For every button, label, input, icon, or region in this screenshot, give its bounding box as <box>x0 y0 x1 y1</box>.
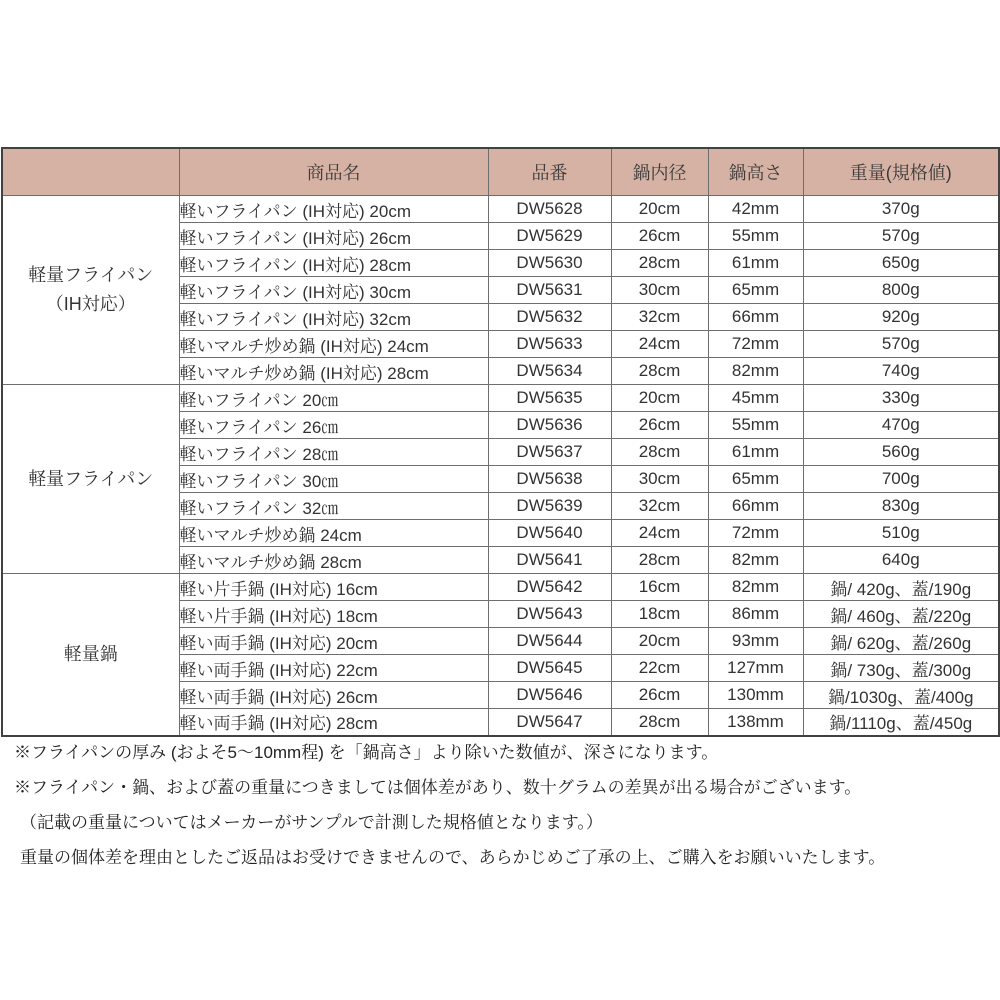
pot-inner-diameter-cell: 20cm <box>611 196 708 223</box>
pot-height-cell: 72mm <box>708 331 803 358</box>
pot-height-cell: 66mm <box>708 493 803 520</box>
pot-inner-diameter-cell: 28cm <box>611 547 708 574</box>
pot-inner-diameter-cell: 28cm <box>611 358 708 385</box>
weight-cell: 560g <box>803 439 999 466</box>
group-label-line: 軽量フライパン <box>28 468 154 489</box>
part-number-cell: DW5634 <box>488 358 611 385</box>
weight-cell: 510g <box>803 520 999 547</box>
weight-cell: 鍋/ 730g、蓋/300g <box>803 655 999 682</box>
table-row <box>2 196 999 223</box>
weight-cell: 570g <box>803 223 999 250</box>
part-number-cell: DW5629 <box>488 223 611 250</box>
weight-cell: 370g <box>803 196 999 223</box>
pot-inner-diameter-cell: 24cm <box>611 331 708 358</box>
header-category <box>2 148 179 196</box>
pot-height-cell: 93mm <box>708 628 803 655</box>
pot-inner-diameter-cell: 26cm <box>611 223 708 250</box>
pot-height-cell: 82mm <box>708 547 803 574</box>
product-name-cell: 軽い片手鍋 (IH対応) 18cm <box>179 601 488 628</box>
pot-inner-diameter-cell: 32cm <box>611 304 708 331</box>
pot-inner-diameter-cell: 26cm <box>611 682 708 709</box>
pot-height-cell: 127mm <box>708 655 803 682</box>
part-number-cell: DW5638 <box>488 466 611 493</box>
part-number-cell: DW5646 <box>488 682 611 709</box>
pot-height-cell: 130mm <box>708 682 803 709</box>
product-name-cell: 軽い両手鍋 (IH対応) 26cm <box>179 682 488 709</box>
footnote-line: （記載の重量についてはメーカーがサンプルで計測した規格値となります。） <box>20 813 603 832</box>
group-label-line: 軽量鍋 <box>63 643 118 664</box>
pot-inner-diameter-cell: 28cm <box>611 439 708 466</box>
footnote-line: ※フライパン・鍋、および蓋の重量につきましては個体差があり、数十グラムの差異が出る場合がございます。 <box>14 778 862 797</box>
header-part-number: 品番 <box>488 148 611 196</box>
pot-inner-diameter-cell: 22cm <box>611 655 708 682</box>
part-number-cell: DW5642 <box>488 574 611 601</box>
pot-inner-diameter-cell: 30cm <box>611 277 708 304</box>
weight-cell: 鍋/ 460g、蓋/220g <box>803 601 999 628</box>
product-name-cell: 軽いフライパン 20㎝ <box>179 385 488 412</box>
pot-inner-diameter-cell: 28cm <box>611 709 708 736</box>
part-number-cell: DW5644 <box>488 628 611 655</box>
product-name-cell: 軽いフライパン (IH対応) 30cm <box>179 277 488 304</box>
pot-height-cell: 61mm <box>708 250 803 277</box>
pot-height-cell: 72mm <box>708 520 803 547</box>
pot-height-cell: 45mm <box>708 385 803 412</box>
part-number-cell: DW5633 <box>488 331 611 358</box>
group-label-line: （IH対応） <box>45 294 136 314</box>
part-number-cell: DW5643 <box>488 601 611 628</box>
product-name-cell: 軽いフライパン (IH対応) 28cm <box>179 250 488 277</box>
weight-cell: 920g <box>803 304 999 331</box>
weight-cell: 740g <box>803 358 999 385</box>
pot-height-cell: 55mm <box>708 412 803 439</box>
part-number-cell: DW5636 <box>488 412 611 439</box>
pot-height-cell: 82mm <box>708 358 803 385</box>
part-number-cell: DW5647 <box>488 709 611 736</box>
weight-cell: 640g <box>803 547 999 574</box>
product-name-cell: 軽いフライパン 26㎝ <box>179 412 488 439</box>
product-name-cell: 軽いフライパン (IH対応) 20cm <box>179 196 488 223</box>
product-name-cell: 軽いマルチ炒め鍋 24cm <box>179 520 488 547</box>
product-name-cell: 軽いフライパン (IH対応) 32cm <box>179 304 488 331</box>
pot-height-cell: 82mm <box>708 574 803 601</box>
pot-inner-diameter-cell: 24cm <box>611 520 708 547</box>
part-number-cell: DW5645 <box>488 655 611 682</box>
pot-height-cell: 66mm <box>708 304 803 331</box>
product-name-cell: 軽いマルチ炒め鍋 (IH対応) 28cm <box>179 358 488 385</box>
group-label-cell <box>2 196 179 385</box>
part-number-cell: DW5637 <box>488 439 611 466</box>
table-header-row <box>2 148 999 196</box>
pot-inner-diameter-cell: 30cm <box>611 466 708 493</box>
weight-cell: 鍋/ 620g、蓋/260g <box>803 628 999 655</box>
pot-height-cell: 65mm <box>708 466 803 493</box>
product-spec-table <box>1 147 1000 737</box>
pot-inner-diameter-cell: 28cm <box>611 250 708 277</box>
part-number-cell: DW5628 <box>488 196 611 223</box>
product-name-cell: 軽いマルチ炒め鍋 28cm <box>179 547 488 574</box>
product-name-cell: 軽い片手鍋 (IH対応) 16cm <box>179 574 488 601</box>
part-number-cell: DW5630 <box>488 250 611 277</box>
footnote-line: 重量の個体差を理由としたご返品はお受けできませんので、あらかじめご了承の上、ご購入をお願いいたします。 <box>20 848 886 867</box>
table-body <box>2 196 999 736</box>
header-product-name: 商品名 <box>179 148 488 196</box>
product-name-cell: 軽いフライパン 32㎝ <box>179 493 488 520</box>
weight-cell: 650g <box>803 250 999 277</box>
pot-inner-diameter-cell: 18cm <box>611 601 708 628</box>
table-row <box>2 574 999 601</box>
weight-cell: 700g <box>803 466 999 493</box>
product-name-cell: 軽いマルチ炒め鍋 (IH対応) 24cm <box>179 331 488 358</box>
group-label-cell <box>2 385 179 574</box>
table-row <box>2 385 999 412</box>
part-number-cell: DW5639 <box>488 493 611 520</box>
part-number-cell: DW5632 <box>488 304 611 331</box>
pot-height-cell: 55mm <box>708 223 803 250</box>
pot-inner-diameter-cell: 20cm <box>611 385 708 412</box>
header-pot-height: 鍋高さ <box>708 148 803 196</box>
pot-inner-diameter-cell: 16cm <box>611 574 708 601</box>
weight-cell: 470g <box>803 412 999 439</box>
weight-cell: 鍋/1110g、蓋/450g <box>803 709 999 736</box>
weight-cell: 330g <box>803 385 999 412</box>
pot-height-cell: 65mm <box>708 277 803 304</box>
pot-height-cell: 42mm <box>708 196 803 223</box>
weight-cell: 鍋/1030g、蓋/400g <box>803 682 999 709</box>
product-name-cell: 軽い両手鍋 (IH対応) 20cm <box>179 628 488 655</box>
part-number-cell: DW5635 <box>488 385 611 412</box>
pot-height-cell: 61mm <box>708 439 803 466</box>
pot-inner-diameter-cell: 26cm <box>611 412 708 439</box>
pot-height-cell: 138mm <box>708 709 803 736</box>
footnotes <box>14 741 989 881</box>
part-number-cell: DW5640 <box>488 520 611 547</box>
part-number-cell: DW5631 <box>488 277 611 304</box>
pot-inner-diameter-cell: 20cm <box>611 628 708 655</box>
product-name-cell: 軽い両手鍋 (IH対応) 28cm <box>179 709 488 736</box>
product-name-cell: 軽いフライパン (IH対応) 26cm <box>179 223 488 250</box>
group-label-cell <box>2 574 179 736</box>
header-pot-inner-diameter: 鍋内径 <box>611 148 708 196</box>
product-name-cell: 軽いフライパン 28㎝ <box>179 439 488 466</box>
group-label-line: 軽量フライパン <box>28 265 154 286</box>
pot-inner-diameter-cell: 32cm <box>611 493 708 520</box>
header-weight: 重量(規格値) <box>803 148 999 196</box>
footnote-line: ※フライパンの厚み (およそ5～10mm程) を「鍋高さ」より除いた数値が、深さになります。 <box>14 743 719 762</box>
product-name-cell: 軽いフライパン 30㎝ <box>179 466 488 493</box>
weight-cell: 800g <box>803 277 999 304</box>
part-number-cell: DW5641 <box>488 547 611 574</box>
weight-cell: 鍋/ 420g、蓋/190g <box>803 574 999 601</box>
weight-cell: 830g <box>803 493 999 520</box>
product-name-cell: 軽い両手鍋 (IH対応) 22cm <box>179 655 488 682</box>
weight-cell: 570g <box>803 331 999 358</box>
pot-height-cell: 86mm <box>708 601 803 628</box>
